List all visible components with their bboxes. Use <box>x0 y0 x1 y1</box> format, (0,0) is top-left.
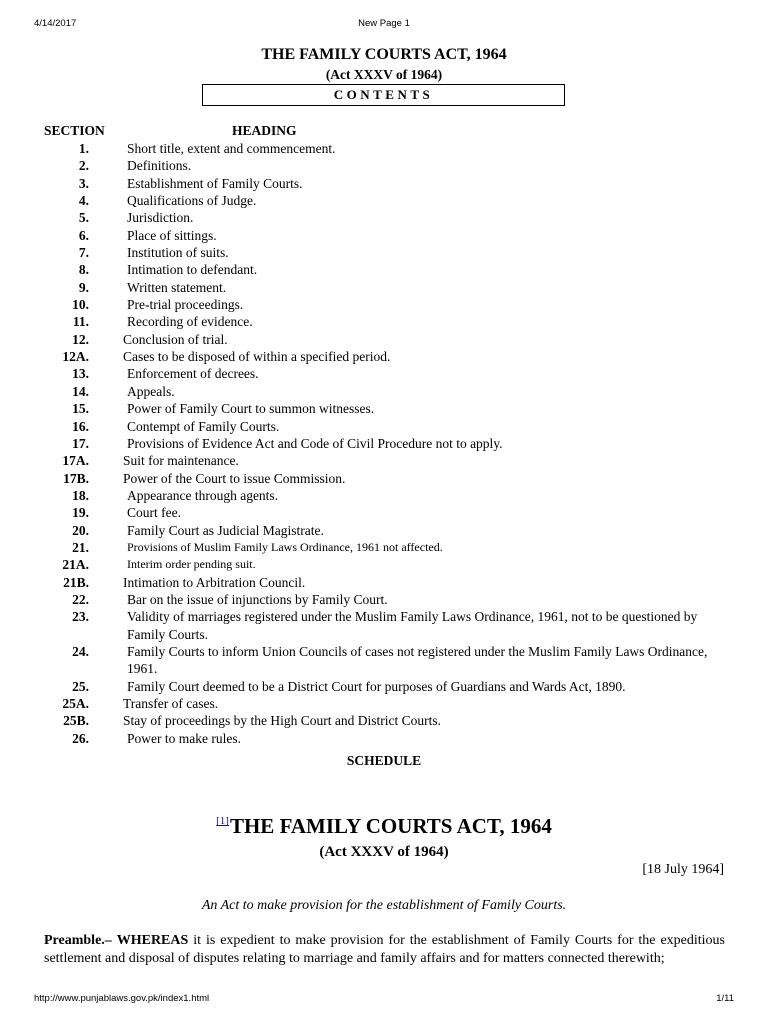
contents-row[interactable] <box>0 261 768 278</box>
contents-row[interactable] <box>0 365 768 382</box>
contents-row[interactable] <box>0 487 768 504</box>
schedule-link[interactable]: SCHEDULE <box>346 753 422 768</box>
section-number: 3. <box>78 175 89 191</box>
section-heading-link[interactable]: Appeals. <box>127 383 175 399</box>
contents-row[interactable] <box>0 383 768 400</box>
section-heading-link[interactable]: Pre-trial proceedings. <box>127 297 244 313</box>
section-heading-link[interactable]: Recording of evidence. <box>127 314 253 330</box>
section-number: 4. <box>78 193 89 209</box>
preamble-lead: WHEREAS <box>116 933 189 948</box>
section-number: 2. <box>78 158 89 174</box>
section-number: 26. <box>72 730 89 746</box>
contents-row[interactable] <box>0 348 768 365</box>
section-heading-link[interactable]: Family Court as Judicial Magistrate. <box>127 522 324 538</box>
section-heading-link[interactable]: Intimation to defendant. <box>127 262 258 278</box>
section-heading-link[interactable]: Contempt of Family Courts. <box>127 418 280 434</box>
section-number: 17B. <box>63 470 89 486</box>
contents-row[interactable] <box>0 504 768 521</box>
act-date: [18 July 1964] <box>642 862 724 877</box>
section-heading-link[interactable]: Conclusion of trial. <box>123 331 228 347</box>
contents-row[interactable] <box>0 331 768 348</box>
contents-row[interactable] <box>0 140 768 157</box>
preamble-label: Preamble.– <box>44 933 112 948</box>
act-title-text: THE FAMILY COURTS ACT, 1964 <box>229 814 552 838</box>
long-title: An Act to make provision for the establishment of Family Courts. <box>201 898 567 913</box>
contents-act-number: (Act XXXV of 1964) <box>325 67 443 82</box>
heading-column-header: HEADING <box>232 123 297 138</box>
section-heading-link[interactable]: Provisions of Muslim Family Laws Ordinance, 1961 not affected. <box>127 539 443 554</box>
contents-label-box: CONTENTS <box>202 84 565 106</box>
contents-row[interactable] <box>0 418 768 435</box>
section-number: 24. <box>72 643 89 659</box>
contents-row[interactable] <box>0 227 768 244</box>
contents-row[interactable] <box>0 591 768 608</box>
section-number: 21B. <box>63 574 89 590</box>
contents-row[interactable] <box>0 574 768 591</box>
section-heading-link[interactable]: Place of sittings. <box>127 227 217 243</box>
contents-row[interactable] <box>0 209 768 226</box>
section-heading-link[interactable]: Court fee. <box>127 505 181 521</box>
section-heading-link[interactable]: Bar on the issue of injunctions by Family Court. <box>127 591 388 607</box>
print-url: http://www.punjablaws.gov.pk/index1.html <box>34 993 210 1004</box>
act-number: (Act XXXV of 1964) <box>319 844 449 860</box>
section-heading-link[interactable]: Short title, extent and commencement. <box>127 141 336 156</box>
section-number: 7. <box>78 245 89 261</box>
print-page-number: 1/11 <box>716 993 734 1004</box>
section-number: 25. <box>72 678 89 694</box>
section-heading-link[interactable]: Power of the Court to issue Commission. <box>123 470 346 486</box>
preamble <box>44 932 725 967</box>
contents-title: THE FAMILY COURTS ACT, 1964 <box>261 46 507 63</box>
section-number: 20. <box>72 522 89 538</box>
contents-list <box>0 140 768 747</box>
section-heading-link[interactable]: Appearance through agents. <box>127 487 279 503</box>
contents-row[interactable] <box>0 452 768 469</box>
print-page-title: New Page 1 <box>358 18 410 29</box>
section-heading-link[interactable]: Validity of marriages registered under the Muslim Family Laws Ordinance, 1961, not to be questioned by Family Courts. <box>127 609 698 642</box>
contents-row[interactable] <box>0 192 768 209</box>
section-number: 15. <box>72 401 89 417</box>
section-number: 9. <box>78 279 89 295</box>
section-heading-link[interactable]: Provisions of Evidence Act and Code of Civil Procedure not to apply. <box>127 435 503 451</box>
section-number: 6. <box>78 227 89 243</box>
section-number: 16. <box>72 418 89 434</box>
section-number: 23. <box>72 609 89 625</box>
section-number: 12A. <box>62 349 89 365</box>
contents-row[interactable] <box>0 556 768 573</box>
section-number: 21. <box>72 539 89 555</box>
contents-row[interactable] <box>0 313 768 330</box>
contents-row[interactable] <box>0 539 768 556</box>
section-number: 18. <box>72 487 89 503</box>
section-heading-link[interactable]: Stay of proceedings by the High Court and District Courts. <box>123 713 441 729</box>
section-number: 22. <box>72 591 89 607</box>
section-number: 25A. <box>62 696 89 711</box>
act-title <box>0 814 768 839</box>
section-heading-link[interactable]: Cases to be disposed of within a specified period. <box>123 349 391 365</box>
contents-row[interactable] <box>0 470 768 487</box>
section-number: 13. <box>72 366 89 382</box>
contents-row[interactable] <box>0 435 768 452</box>
section-heading-link[interactable]: Family Courts to inform Union Councils of cases not registered under the Muslim Family Laws Ordinance, 1961. <box>127 643 708 677</box>
contents-row[interactable] <box>0 244 768 261</box>
section-number: 19. <box>72 505 89 521</box>
section-number: 10. <box>72 297 89 313</box>
preamble-text: it is expedient to make provision for the establishment of Family Courts for the expeditious settlement and disposal of disputes relating to marriage and family affairs and for matters connected therewith; <box>44 933 725 966</box>
section-heading-link[interactable]: Interim order pending suit. <box>127 557 256 572</box>
contents-row[interactable] <box>0 296 768 313</box>
contents-row[interactable] <box>0 279 768 296</box>
section-heading-link[interactable]: Family Court deemed to be a District Court for purposes of Guardians and Wards Act, 1890. <box>127 678 626 694</box>
footnote-link[interactable]: [1] <box>216 815 229 827</box>
section-heading-link[interactable]: Power to make rules. <box>127 730 241 746</box>
section-heading-link[interactable]: Enforcement of decrees. <box>127 366 259 382</box>
section-heading-link[interactable]: Definitions. <box>127 158 192 174</box>
section-heading-link[interactable]: Qualifications of Judge. <box>127 193 257 209</box>
section-number: 21A. <box>62 557 89 573</box>
section-heading-link[interactable]: Transfer of cases. <box>123 696 219 711</box>
section-heading-link[interactable]: Establishment of Family Courts. <box>127 175 303 191</box>
contents-row[interactable] <box>0 175 768 192</box>
section-heading-link[interactable]: Jurisdiction. <box>127 210 194 226</box>
section-heading-link[interactable]: Suit for maintenance. <box>123 453 239 469</box>
section-number: 25B. <box>63 713 89 729</box>
section-number: 12. <box>72 331 89 347</box>
section-number: 8. <box>78 262 89 278</box>
section-heading-link[interactable]: Institution of suits. <box>127 245 229 261</box>
section-number: 17A. <box>62 453 89 469</box>
contents-row[interactable] <box>0 678 768 695</box>
contents-row[interactable] <box>0 400 768 417</box>
section-heading-link[interactable]: Written statement. <box>127 279 227 295</box>
section-heading-link[interactable]: Power of Family Court to summon witnesses. <box>127 401 375 417</box>
section-number: 11. <box>72 314 89 330</box>
print-date: 4/14/2017 <box>34 18 77 29</box>
contents-row[interactable] <box>0 608 768 643</box>
contents-row[interactable] <box>0 157 768 174</box>
contents-row[interactable] <box>0 522 768 539</box>
section-number: 14. <box>72 383 89 399</box>
contents-row[interactable] <box>0 730 768 747</box>
contents-row[interactable] <box>0 712 768 729</box>
contents-row[interactable] <box>0 643 768 678</box>
section-number: 17. <box>72 435 89 451</box>
section-heading-link[interactable]: Intimation to Arbitration Council. <box>123 574 306 590</box>
contents-row[interactable] <box>0 695 768 712</box>
section-number: 5. <box>78 210 89 226</box>
section-column-header: SECTION <box>44 123 105 138</box>
section-number: 1. <box>78 141 89 156</box>
